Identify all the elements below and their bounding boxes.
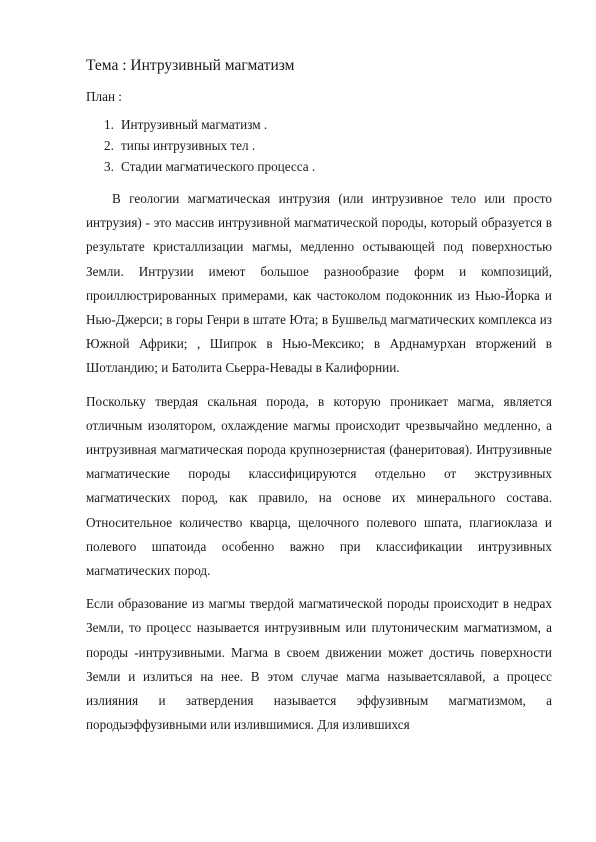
plan-item-number: 3. [104, 159, 114, 174]
paragraph-intrusion-definition: В геологии магматическая интрузия (или интрузивное тело или просто интрузия) - это массив интрузивной магматической породы, который образуется в результате кристаллизации магмы, медленно остывающей под поверхностью Земли. Интрузии имеют большое разнообразие форм и композиций, проиллюстрированных примерами, как частоколом подоконник из Нью-Йорка и Нью-Джерси; в горы Генри в штате Юта; в Бушвельд магматических комплекса из Южной Африки; , Шипрок в Нью-Мексико; в Арднамурхан вторжений в Шотландию; и Батолита Сьерра-Невады в Калифорнии. [86, 191, 552, 376]
plan-item [104, 135, 552, 156]
plan-item [104, 156, 552, 177]
plan-item-number: 1. [104, 117, 114, 132]
plan-item-text: типы интрузивных тел . [121, 138, 256, 153]
plan-item-text: Стадии магматического процесса . [121, 159, 316, 174]
paragraph-cooling: Поскольку твердая скальная порода, в которую проникает магма, является отличным изолятором, охлаждение магмы происходит чрезвычайно медленно, а интрузивная магматическая порода крупнозернистая (фанеритовая). Интрузивные магматические породы классифицируются отдельно от экструзивных магматических пород, как правило, на основе их минерального состава. Относительное количество кварца, щелочного полевого шпата, плагиоклаза и полевого шпатоида особенно важно при классификации интрузивных магматических пород. [86, 393, 552, 579]
document-title: Тема : Интрузивный магматизм [86, 57, 295, 74]
paragraph-magmatism-types: Если образование из магмы твердой магматической породы происходит в недрах Земли, то процесс называется интрузивным или плутоническим магматизмом, а породы -интрузивными. Магма в своем движении может достичь поверхности Земли и излиться на нее. В этом случае магма называетсялавой, а процесс излияния и затвердения называется эффузивным магматизмом, а породыэффузивными или излившимися. Для излившихся [86, 596, 552, 733]
plan-label: План : [86, 89, 122, 104]
plan-list [86, 114, 552, 177]
document-page [86, 56, 552, 746]
plan-item [104, 114, 552, 135]
plan-item-text: Интрузивный магматизм . [121, 117, 268, 132]
plan-item-number: 2. [104, 138, 114, 153]
